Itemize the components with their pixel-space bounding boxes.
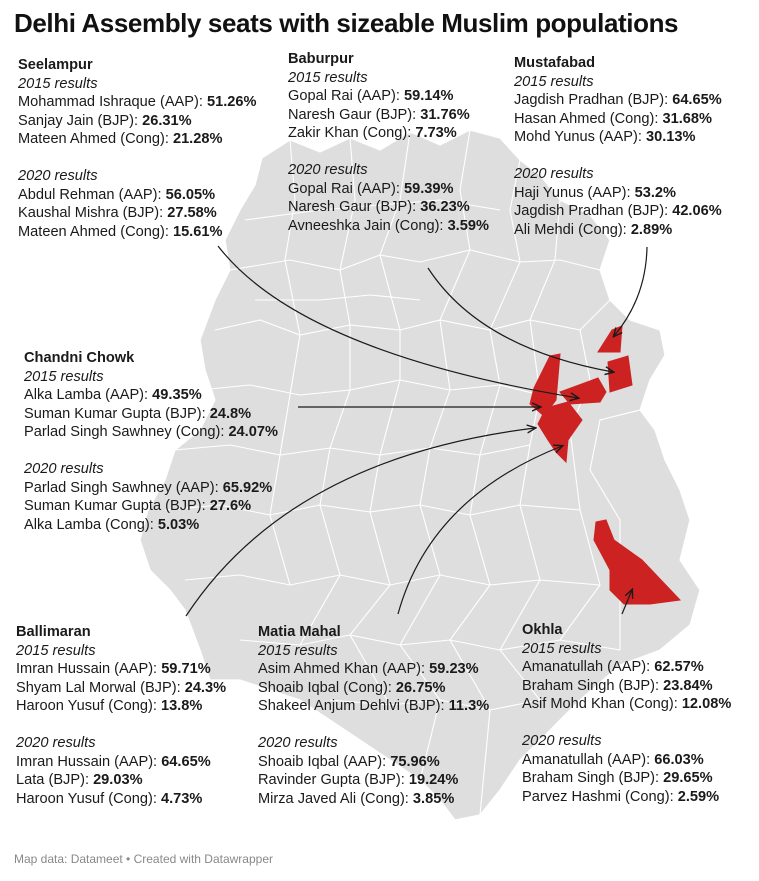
candidate-label: Imran Hussain (AAP):: [16, 753, 158, 770]
candidate-result: [16, 753, 226, 772]
baburpur-block: [288, 50, 489, 235]
candidate-result: [514, 91, 722, 110]
spacer: [288, 143, 489, 161]
vote-share: 3.59%: [447, 217, 489, 234]
results-year-heading: 2015 results: [16, 642, 96, 659]
candidate-label: Parlad Singh Sawhney (AAP):: [24, 479, 219, 496]
candidate-label: Alka Lamba (AAP):: [24, 387, 149, 404]
candidate-result: [18, 93, 257, 112]
vote-share: 26.31%: [142, 112, 192, 129]
candidate-label: Ali Mehdi (Cong):: [514, 221, 627, 238]
candidate-result: [16, 771, 226, 790]
vote-share: 49.35%: [152, 387, 202, 404]
constituency-name: Baburpur: [288, 51, 354, 67]
candidate-label: Shoaib Iqbal (Cong):: [258, 679, 392, 696]
candidate-label: Mateen Ahmed (Cong):: [18, 223, 169, 240]
candidate-result: [18, 112, 257, 131]
vote-share: 5.03%: [157, 516, 200, 533]
candidate-result: [258, 660, 489, 679]
vote-share: 31.76%: [420, 106, 470, 123]
candidate-label: Lata (BJP):: [16, 772, 89, 789]
vote-share: 75.96%: [390, 753, 440, 770]
candidate-result: [24, 479, 278, 498]
results-year-heading: 2020 results: [24, 460, 104, 477]
candidate-label: Parlad Singh Sawhney (Cong):: [24, 424, 225, 441]
chart-title: Delhi Assembly seats with sizeable Muslim populations: [14, 8, 679, 38]
candidate-label: Naresh Gaur (BJP):: [288, 106, 417, 123]
candidate-label: Asif Mohd Khan (Cong):: [522, 696, 678, 713]
candidate-label: Abdul Rehman (AAP):: [18, 186, 162, 203]
candidate-label: Jagdish Pradhan (BJP):: [514, 92, 669, 109]
candidate-result: [16, 679, 226, 698]
vote-share: 30.13%: [645, 129, 696, 146]
results-year-heading: 2015 results: [288, 69, 368, 86]
vote-share: 7.73%: [415, 125, 457, 142]
vote-share: 65.92%: [222, 479, 273, 496]
candidate-result: [258, 753, 489, 772]
vote-share: 4.73%: [160, 790, 203, 807]
candidate-result: [514, 128, 722, 147]
ballimaran-block: [16, 623, 226, 808]
vote-share: 24.3%: [184, 679, 227, 696]
candidate-label: Haroon Yusuf (Cong):: [16, 698, 157, 715]
vote-share: 51.26%: [207, 94, 257, 111]
candidate-result: [288, 217, 489, 236]
candidate-label: Kaushal Mishra (BJP):: [18, 205, 164, 222]
candidate-label: Haji Yunus (AAP):: [514, 184, 631, 201]
vote-share: 15.61%: [172, 223, 223, 240]
candidate-result: [16, 660, 226, 679]
candidate-label: Jagdish Pradhan (BJP):: [514, 203, 669, 220]
candidate-label: Suman Kumar Gupta (BJP):: [24, 498, 206, 515]
candidate-label: Naresh Gaur (BJP):: [288, 199, 417, 216]
candidate-result: [288, 124, 489, 143]
spacer: [24, 442, 278, 460]
candidate-result: [24, 386, 278, 405]
vote-share: 59.23%: [429, 661, 479, 678]
candidate-label: Haroon Yusuf (Cong):: [16, 790, 157, 807]
vote-share: 12.08%: [681, 696, 732, 713]
candidate-result: [18, 223, 257, 242]
vote-share: 2.59%: [677, 788, 720, 805]
candidate-label: Mohd Yunus (AAP):: [514, 129, 642, 146]
map-source-footer: Map data: Datameet • Created with Datawrapper: [14, 852, 273, 866]
okhla-block: [522, 621, 731, 806]
vote-share: 23.84%: [663, 677, 713, 694]
vote-share: 29.65%: [663, 770, 713, 787]
candidate-result: [522, 751, 731, 770]
vote-share: 27.6%: [209, 498, 252, 515]
results-year-heading: 2015 results: [18, 75, 98, 92]
vote-share: 2.89%: [630, 221, 673, 238]
candidate-label: Braham Singh (BJP):: [522, 677, 660, 694]
candidate-result: [24, 405, 278, 424]
candidate-result: [522, 658, 731, 677]
vote-share: 13.8%: [160, 698, 203, 715]
candidate-result: [514, 221, 722, 240]
candidate-result: [522, 695, 731, 714]
results-year-heading: 2015 results: [514, 73, 594, 90]
vote-share: 59.14%: [404, 88, 454, 105]
candidate-result: [24, 423, 278, 442]
vote-share: 64.65%: [161, 753, 211, 770]
vote-share: 24.8%: [209, 405, 252, 422]
candidate-result: [514, 202, 722, 221]
vote-share: 64.65%: [672, 92, 722, 109]
candidate-label: Imran Hussain (AAP):: [16, 661, 158, 678]
candidate-result: [288, 180, 489, 199]
vote-share: 66.03%: [654, 751, 704, 768]
constituency-name: Matia Mahal: [258, 624, 341, 640]
candidate-result: [16, 790, 226, 809]
results-year-heading: 2020 results: [522, 732, 602, 749]
candidate-label: Zakir Khan (Cong):: [288, 125, 412, 142]
candidate-result: [16, 697, 226, 716]
candidate-result: [522, 769, 731, 788]
spacer: [18, 149, 257, 167]
candidate-result: [24, 516, 278, 535]
results-year-heading: 2015 results: [522, 640, 602, 657]
vote-share: 24.07%: [228, 424, 278, 441]
vote-share: 3.85%: [412, 790, 455, 807]
results-year-heading: 2020 results: [16, 734, 96, 751]
candidate-label: Hasan Ahmed (Cong):: [514, 110, 659, 127]
constituency-name: Chandni Chowk: [24, 350, 135, 366]
candidate-label: Alka Lamba (Cong):: [24, 516, 154, 533]
spacer: [16, 716, 226, 734]
vote-share: 21.28%: [172, 131, 223, 148]
candidate-result: [514, 184, 722, 203]
vote-share: 26.75%: [395, 679, 446, 696]
candidate-result: [18, 130, 257, 149]
candidate-label: Shoaib Iqbal (AAP):: [258, 753, 387, 770]
baburpur-region: [608, 356, 632, 392]
spacer: [258, 716, 489, 734]
results-year-heading: 2015 results: [24, 368, 104, 385]
vote-share: 31.68%: [662, 110, 712, 127]
candidate-result: [258, 697, 489, 716]
candidate-result: [258, 679, 489, 698]
constituency-name: Ballimaran: [16, 624, 91, 640]
candidate-label: Shyam Lal Morwal (BJP):: [16, 679, 181, 696]
constituency-name: Mustafabad: [514, 55, 596, 71]
candidate-label: Braham Singh (BJP):: [522, 770, 660, 787]
vote-share: 36.23%: [420, 199, 470, 216]
candidate-label: Avneeshka Jain (Cong):: [288, 217, 444, 234]
spacer: [514, 147, 722, 165]
vote-share: 59.39%: [404, 180, 454, 197]
candidate-result: [288, 106, 489, 125]
candidate-label: Gopal Rai (AAP):: [288, 180, 400, 197]
results-year-heading: 2015 results: [258, 642, 338, 659]
candidate-result: [522, 788, 731, 807]
candidate-label: Mateen Ahmed (Cong):: [18, 131, 169, 148]
vote-share: 62.57%: [654, 659, 704, 676]
candidate-label: Ravinder Gupta (BJP):: [258, 772, 405, 789]
candidate-result: [514, 110, 722, 129]
candidate-result: [24, 497, 278, 516]
results-year-heading: 2020 results: [288, 161, 368, 178]
candidate-result: [18, 186, 257, 205]
candidate-label: Mohammad Ishraque (AAP):: [18, 94, 203, 111]
candidate-label: Asim Ahmed Khan (AAP):: [258, 661, 426, 678]
mustafabad-block: [514, 54, 722, 239]
vote-share: 27.58%: [167, 205, 217, 222]
candidate-label: Amanatullah (AAP):: [522, 751, 651, 768]
seelampur-block: [18, 56, 257, 241]
results-year-heading: 2020 results: [18, 167, 98, 184]
candidate-result: [522, 677, 731, 696]
candidate-result: [288, 87, 489, 106]
vote-share: 29.03%: [93, 772, 143, 789]
candidate-label: Sanjay Jain (BJP):: [18, 112, 139, 129]
chandni-chowk-block: [24, 349, 278, 534]
constituency-name: Okhla: [522, 622, 563, 638]
candidate-result: [288, 198, 489, 217]
vote-share: 59.71%: [161, 661, 211, 678]
candidate-label: Mirza Javed Ali (Cong):: [258, 790, 409, 807]
candidate-label: Parvez Hashmi (Cong):: [522, 788, 674, 805]
candidate-label: Shakeel Anjum Dehlvi (BJP):: [258, 698, 445, 715]
candidate-result: [18, 204, 257, 223]
matia-mahal-block: [258, 623, 489, 808]
candidate-result: [258, 790, 489, 809]
vote-share: 56.05%: [165, 186, 216, 203]
constituency-name: Seelampur: [18, 57, 93, 73]
results-year-heading: 2020 results: [258, 734, 338, 751]
vote-share: 53.2%: [634, 184, 676, 201]
vote-share: 11.3%: [448, 698, 490, 715]
candidate-result: [258, 771, 489, 790]
vote-share: 42.06%: [672, 203, 722, 220]
results-year-heading: 2020 results: [514, 165, 594, 182]
spacer: [522, 714, 731, 732]
candidate-label: Suman Kumar Gupta (BJP):: [24, 405, 206, 422]
vote-share: 19.24%: [408, 772, 459, 789]
candidate-label: Amanatullah (AAP):: [522, 659, 651, 676]
candidate-label: Gopal Rai (AAP):: [288, 88, 400, 105]
